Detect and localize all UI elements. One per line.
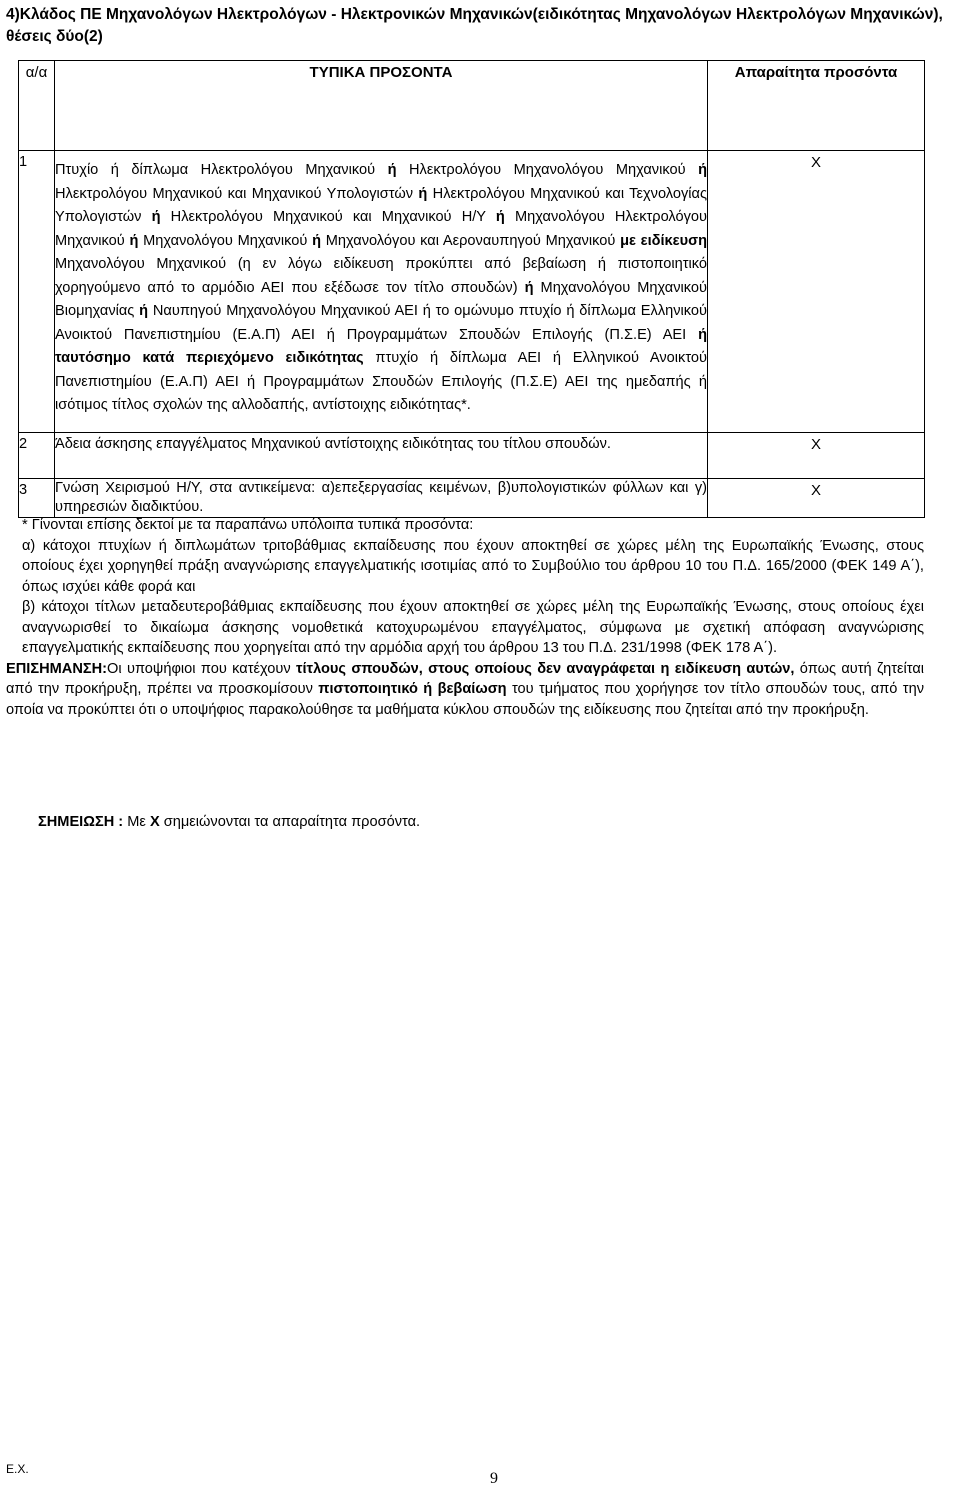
important-label: ΕΠΙΣΗΜΑΝΣΗ: (6, 660, 108, 677)
desc-or: ή (495, 209, 505, 225)
notes-item-a: α) κάτοχοι πτυχίων ή διπλωμάτων τριτοβάθμιας εκπαίδευσης που έχουν αποκτηθεί σε χώρες μέλη της Ευρωπαϊκής Ένωσης, στους οποίους έχει χορηγηθεί πράξη αναγνώρισης επαγγελματικής ισοτιμίας από το Συμβούλιο του άρθρου 10 του Π.Δ. 165/2000 (ΦΕΚ 149 Α΄), όπως ισχύει κάθε φορά και (22, 537, 924, 595)
qualifications-table (18, 60, 925, 518)
important-emphasis: πιστοποιητικό ή βεβαίωση (318, 681, 507, 697)
desc-or: ή (698, 162, 707, 178)
table-row (19, 479, 925, 518)
table-header-row (19, 61, 925, 151)
important-text: Οι υποψήφιοι που κατέχουν (107, 660, 296, 677)
notes-section (6, 515, 924, 720)
page-heading: 4)Κλάδος ΠΕ Μηχανολόγων Ηλεκτρολόγων - Ηλεκτρονικών Μηχανικών(ειδικότητας Μηχανολόγων Ηλεκτρολόγων Μηχανικών), θέσεις δύο(2) (6, 6, 943, 45)
important-emphasis: τίτλους σπουδών, στους οποίους δεν αναγράφεται η ειδίκευση αυτών, (295, 660, 795, 677)
row-number: 2 (19, 433, 55, 479)
desc-or: ή (151, 209, 161, 225)
desc-text: Ηλεκτρολόγου Μηχανολόγου Μηχανικού (396, 162, 699, 178)
row-number: 1 (19, 151, 55, 433)
row-description: Γνώση Χειρισμού Η/Υ, στα αντικείμενα: α)επεξεργασίας κειμένων, β)υπολογιστικών φύλλων και γ) υπηρεσιών διαδικτύου. (55, 479, 708, 518)
desc-equivalent: ή ταυτόσημο κατά περιεχόμενο ειδικότητας (55, 326, 707, 366)
desc-or: ή (418, 185, 428, 202)
desc-or: ή (129, 232, 139, 249)
desc-text: Ηλεκτρολόγου Μηχανικού και Μηχανικού Υπολογιστών (55, 185, 419, 202)
footnote-mark: Χ (149, 814, 160, 830)
page-number: 9 (490, 1470, 498, 1487)
important-notice (6, 659, 924, 721)
row-description (55, 151, 708, 433)
desc-text: Μηχανολόγου Μηχανικού (138, 232, 313, 249)
desc-text: Μηχανολόγου και Αεροναυπηγού Μηχανικού (320, 232, 621, 249)
footnote-text: σημειώνονται τα απαραίτητα προσόντα. (159, 814, 421, 830)
desc-or: ή (387, 162, 397, 178)
required-mark: Χ (708, 433, 925, 479)
important-text: όπως αυτή ζητείται από την προκήρυξη, πρέπει να προσκομίσουν (6, 660, 925, 697)
column-header-number: α/α (19, 61, 55, 151)
desc-or: ή (524, 279, 534, 296)
desc-text: Ηλεκτρολόγου Μηχανικού και Μηχανικού Η/Υ (160, 209, 496, 225)
required-mark: Χ (708, 151, 925, 433)
desc-text: Πτυχίο ή δίπλωμα Ηλεκτρολόγου Μηχανικού (55, 162, 388, 178)
desc-or: ή (312, 232, 321, 249)
table-row (19, 151, 925, 433)
row-description: Άδεια άσκησης επαγγέλματος Μηχανικού αντίστοιχης ειδικότητας του τίτλου σπουδών. (55, 433, 708, 479)
desc-text: Ναυπηγού Μηχανολόγου Μηχανικού ΑΕΙ ή το ομώνυμο πτυχίο ή δίπλωμα Ελληνικού Ανοικτού Πανεπιστημίου (Ε.Α.Π) ΑΕΙ ή Προγραμμάτων Σπουδών Επιλογής (Π.Σ.Ε) ΑΕΙ (55, 303, 707, 343)
desc-specialization: με ειδίκευση (620, 232, 707, 249)
required-mark: Χ (708, 479, 925, 518)
footnote-label: ΣΗΜΕΙΩΣΗ : (38, 814, 124, 830)
desc-text: Μηχανολόγου Ηλεκτρολόγου Μηχανικού (55, 209, 707, 249)
desc-text: πτυχίο ή δίπλωμα ΑΕΙ ή Ελληνικού Ανοικτού Πανεπιστημίου (Ε.Α.Π) ΑΕΙ ή Προγραμμάτων Σπουδών Επιλογής (Π.Σ.Ε) ΑΕΙ της ημεδαπής ή ισότιμος τίτλος σχολών της αλλοδαπής, αντίστοιχης ειδικότητας*. (55, 350, 707, 413)
column-header-required: Απαραίτητα προσόντα (708, 61, 925, 151)
important-text: του τμήματος που χορήγησε τον τίτλο σπουδών τους, από την οποία να προκύπτει ότι ο υποψήφιος παρακολούθησε τα μαθήματα κύκλου σπουδών της ειδίκευσης που ζητείται από την προκήρυξη. (6, 681, 924, 718)
desc-or: ή (139, 303, 149, 319)
desc-text: Ηλεκτρολόγου Μηχανικού και Τεχνολογίας Υπολογιστών (55, 185, 707, 225)
footnote-text: Με (123, 814, 150, 830)
desc-text: Μηχανολόγου Μηχανικού (η εν λόγω ειδίκευση προκύπτει από βεβαίωση ή πιστοποιητικό χορηγούμενο από το αρμόδιο ΑΕΙ που εξέδωσε τον τίτλο σπουδών) (55, 256, 707, 296)
footnote (38, 814, 420, 830)
row-number: 3 (19, 479, 55, 518)
column-header-qualifications: ΤΥΠΙΚΑ ΠΡΟΣΟΝΤΑ (55, 61, 708, 151)
desc-text: Μηχανολόγου Μηχανικού Βιομηχανίας (55, 279, 707, 319)
notes-item-b: β) κάτοχοι τίτλων μεταδευτεροβάθμιας εκπαίδευσης που έχουν αποκτηθεί σε χώρες μέλη της Ευρωπαϊκής Ένωσης, στους οποίους έχει αναγνωρισθεί το δικαίωμα άσκησης νομοθετικά κατοχυρωμένου επαγγέλματος, σύμφωνα με σχετική απόφαση αναγνώρισης επαγγελματικής εκπαίδευσης που χορηγείται από την αρμόδια αρχή του άρθρου 13 του Π.Δ. 231/1998 (ΦΕΚ 178 Α΄). (22, 599, 924, 656)
table-row (19, 433, 925, 479)
notes-intro: * Γίνονται επίσης δεκτοί με τα παραπάνω υπόλοιπα τυπικά προσόντα: (22, 517, 474, 533)
footer-initials: Ε.Χ. (6, 1462, 29, 1476)
